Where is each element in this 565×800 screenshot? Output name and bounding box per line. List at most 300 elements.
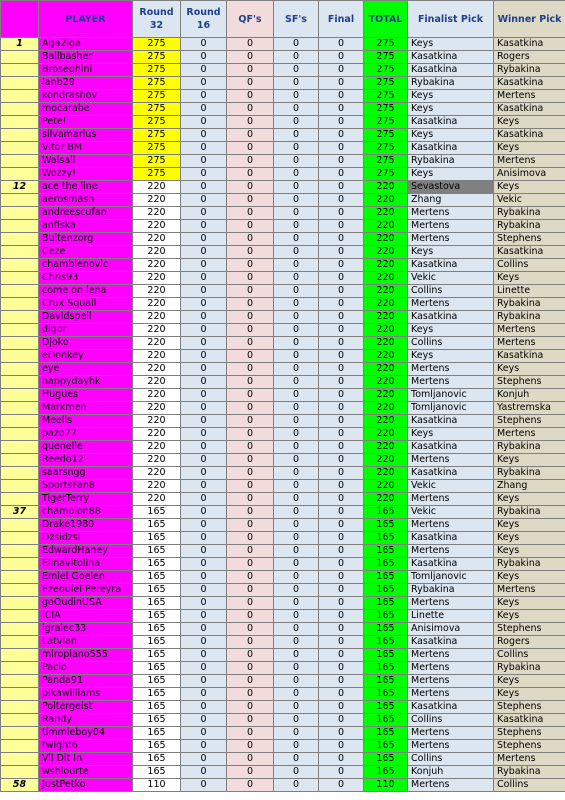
round-16-cell[interactable]: 0 (181, 337, 227, 350)
player-cell[interactable]: Reedo12 (39, 454, 133, 467)
winner-pick-cell[interactable]: Kasatkina (494, 77, 565, 90)
round-16-cell[interactable]: 0 (181, 155, 227, 168)
final-cell[interactable]: 0 (319, 64, 364, 77)
rank-cell[interactable] (1, 337, 39, 350)
table-row[interactable] (1, 454, 565, 467)
round-32-cell[interactable]: 165 (133, 766, 181, 779)
sf-cell[interactable]: 0 (274, 233, 319, 246)
rank-cell[interactable] (1, 727, 39, 740)
round-16-cell[interactable]: 0 (181, 350, 227, 363)
rank-cell[interactable] (1, 766, 39, 779)
table-row[interactable] (1, 220, 565, 233)
final-cell[interactable]: 0 (319, 688, 364, 701)
winner-pick-cell[interactable]: Rybakina (494, 220, 565, 233)
rank-cell[interactable] (1, 597, 39, 610)
table-row[interactable] (1, 142, 565, 155)
table-row[interactable] (1, 194, 565, 207)
round-32-cell[interactable]: 275 (133, 38, 181, 51)
total-cell[interactable]: 275 (364, 168, 408, 181)
round-32-cell[interactable]: 220 (133, 480, 181, 493)
sf-cell[interactable]: 0 (274, 675, 319, 688)
sf-cell[interactable]: 0 (274, 311, 319, 324)
finalist-pick-cell[interactable]: Mertens (408, 688, 494, 701)
round-32-cell[interactable]: 165 (133, 597, 181, 610)
rank-cell[interactable] (1, 415, 39, 428)
round-32-cell[interactable]: 165 (133, 740, 181, 753)
total-cell[interactable]: 165 (364, 519, 408, 532)
qf-cell[interactable]: 0 (227, 727, 274, 740)
sf-cell[interactable]: 0 (274, 298, 319, 311)
total-cell[interactable]: 165 (364, 636, 408, 649)
round-16-cell[interactable]: 0 (181, 610, 227, 623)
sf-cell[interactable]: 0 (274, 272, 319, 285)
final-cell[interactable]: 0 (319, 129, 364, 142)
sf-cell[interactable]: 0 (274, 77, 319, 90)
rank-cell[interactable] (1, 324, 39, 337)
round-32-cell[interactable]: 275 (133, 142, 181, 155)
sf-cell[interactable]: 0 (274, 181, 319, 194)
round-16-cell[interactable]: 0 (181, 597, 227, 610)
table-row[interactable] (1, 103, 565, 116)
sf-cell[interactable]: 0 (274, 428, 319, 441)
finalist-pick-cell[interactable]: Sevastova (408, 181, 494, 194)
table-row[interactable] (1, 727, 565, 740)
rank-cell[interactable] (1, 285, 39, 298)
total-cell[interactable]: 220 (364, 259, 408, 272)
rank-cell[interactable] (1, 194, 39, 207)
player-cell[interactable]: quenelle (39, 441, 133, 454)
final-cell[interactable]: 0 (319, 90, 364, 103)
qf-cell[interactable]: 0 (227, 753, 274, 766)
finalist-pick-cell[interactable]: Kasatkina (408, 415, 494, 428)
sf-cell[interactable]: 0 (274, 649, 319, 662)
round-32-cell[interactable]: 110 (133, 779, 181, 792)
winner-pick-cell[interactable]: Keys (494, 181, 565, 194)
rank-cell[interactable] (1, 688, 39, 701)
player-cell[interactable]: Ianb29 (39, 77, 133, 90)
player-cell[interactable]: anfiska (39, 220, 133, 233)
qf-cell[interactable]: 0 (227, 454, 274, 467)
rank-cell[interactable] (1, 77, 39, 90)
winner-pick-cell[interactable]: Vekic (494, 194, 565, 207)
finalist-pick-cell[interactable]: Kasatkina (408, 64, 494, 77)
player-cell[interactable]: pazo77 (39, 428, 133, 441)
rank-cell[interactable]: 37 (1, 506, 39, 519)
player-cell[interactable]: JustPetko (39, 779, 133, 792)
header-winner-pick[interactable]: Winner Pick (494, 1, 565, 38)
qf-cell[interactable]: 0 (227, 662, 274, 675)
round-32-cell[interactable]: 220 (133, 311, 181, 324)
table-row[interactable] (1, 350, 565, 363)
player-cell[interactable]: Ballbasher (39, 51, 133, 64)
finalist-pick-cell[interactable]: Keys (408, 103, 494, 116)
rank-cell[interactable] (1, 584, 39, 597)
player-cell[interactable]: Vitor BM (39, 142, 133, 155)
winner-pick-cell[interactable]: Keys (494, 519, 565, 532)
round-16-cell[interactable]: 0 (181, 779, 227, 792)
sf-cell[interactable]: 0 (274, 376, 319, 389)
final-cell[interactable]: 0 (319, 714, 364, 727)
player-cell[interactable]: miropiano555 (39, 649, 133, 662)
total-cell[interactable]: 275 (364, 51, 408, 64)
rank-cell[interactable] (1, 298, 39, 311)
finalist-pick-cell[interactable]: Mertens (408, 662, 494, 675)
round-32-cell[interactable]: 220 (133, 194, 181, 207)
final-cell[interactable]: 0 (319, 623, 364, 636)
total-cell[interactable]: 220 (364, 246, 408, 259)
sf-cell[interactable]: 0 (274, 259, 319, 272)
sf-cell[interactable]: 0 (274, 51, 319, 64)
round-32-cell[interactable]: 165 (133, 688, 181, 701)
rank-cell[interactable] (1, 103, 39, 116)
winner-pick-cell[interactable]: Konjuh (494, 389, 565, 402)
round-16-cell[interactable]: 0 (181, 181, 227, 194)
finalist-pick-cell[interactable]: Tomljanovic (408, 571, 494, 584)
rank-cell[interactable] (1, 90, 39, 103)
round-32-cell[interactable]: 165 (133, 545, 181, 558)
round-32-cell[interactable]: 165 (133, 519, 181, 532)
round-16-cell[interactable]: 0 (181, 402, 227, 415)
qf-cell[interactable]: 0 (227, 116, 274, 129)
final-cell[interactable]: 0 (319, 519, 364, 532)
sf-cell[interactable]: 0 (274, 337, 319, 350)
round-32-cell[interactable]: 220 (133, 298, 181, 311)
final-cell[interactable]: 0 (319, 649, 364, 662)
rank-cell[interactable]: 58 (1, 779, 39, 792)
qf-cell[interactable]: 0 (227, 519, 274, 532)
player-cell[interactable]: twight6 (39, 740, 133, 753)
table-row[interactable] (1, 467, 565, 480)
header-final[interactable]: Final (319, 1, 364, 38)
round-32-cell[interactable]: 165 (133, 506, 181, 519)
round-16-cell[interactable]: 0 (181, 649, 227, 662)
total-cell[interactable]: 220 (364, 220, 408, 233)
player-cell[interactable]: come on lena (39, 285, 133, 298)
header-round-16[interactable]: Round 16 (181, 1, 227, 38)
final-cell[interactable]: 0 (319, 454, 364, 467)
finalist-pick-cell[interactable]: Vekic (408, 272, 494, 285)
round-16-cell[interactable]: 0 (181, 740, 227, 753)
winner-pick-cell[interactable]: Keys (494, 610, 565, 623)
round-32-cell[interactable]: 165 (133, 558, 181, 571)
table-row[interactable] (1, 415, 565, 428)
total-cell[interactable]: 220 (364, 311, 408, 324)
table-row[interactable] (1, 766, 565, 779)
round-16-cell[interactable]: 0 (181, 519, 227, 532)
round-16-cell[interactable]: 0 (181, 493, 227, 506)
player-cell[interactable]: Buitenzorg (39, 233, 133, 246)
finalist-pick-cell[interactable]: Keys (408, 350, 494, 363)
rank-cell[interactable] (1, 675, 39, 688)
final-cell[interactable]: 0 (319, 194, 364, 207)
qf-cell[interactable]: 0 (227, 142, 274, 155)
table-row[interactable] (1, 428, 565, 441)
qf-cell[interactable]: 0 (227, 77, 274, 90)
round-16-cell[interactable]: 0 (181, 311, 227, 324)
finalist-pick-cell[interactable]: Vekic (408, 506, 494, 519)
player-cell[interactable]: digor (39, 324, 133, 337)
table-row[interactable] (1, 402, 565, 415)
sf-cell[interactable]: 0 (274, 779, 319, 792)
finalist-pick-cell[interactable]: Mertens (408, 740, 494, 753)
header-total[interactable]: TOTAL (364, 1, 408, 38)
total-cell[interactable]: 275 (364, 129, 408, 142)
final-cell[interactable]: 0 (319, 220, 364, 233)
finalist-pick-cell[interactable]: Rybakina (408, 155, 494, 168)
round-16-cell[interactable]: 0 (181, 532, 227, 545)
winner-pick-cell[interactable]: Mertens (494, 428, 565, 441)
winner-pick-cell[interactable]: Keys (494, 363, 565, 376)
sf-cell[interactable]: 0 (274, 90, 319, 103)
rank-cell[interactable] (1, 246, 39, 259)
finalist-pick-cell[interactable]: Keys (408, 324, 494, 337)
table-row[interactable] (1, 207, 565, 220)
final-cell[interactable]: 0 (319, 779, 364, 792)
rank-cell[interactable] (1, 610, 39, 623)
qf-cell[interactable]: 0 (227, 285, 274, 298)
sf-cell[interactable]: 0 (274, 545, 319, 558)
table-row[interactable] (1, 272, 565, 285)
total-cell[interactable]: 220 (364, 493, 408, 506)
sf-cell[interactable]: 0 (274, 103, 319, 116)
winner-pick-cell[interactable]: Mertens (494, 155, 565, 168)
player-cell[interactable]: Randy (39, 714, 133, 727)
table-row[interactable] (1, 298, 565, 311)
round-32-cell[interactable]: 275 (133, 64, 181, 77)
total-cell[interactable]: 165 (364, 610, 408, 623)
round-32-cell[interactable]: 220 (133, 272, 181, 285)
table-row[interactable] (1, 259, 565, 272)
round-32-cell[interactable]: 165 (133, 675, 181, 688)
rank-cell[interactable] (1, 558, 39, 571)
player-cell[interactable]: Broseghini (39, 64, 133, 77)
player-cell[interactable]: champion88 (39, 506, 133, 519)
round-16-cell[interactable]: 0 (181, 220, 227, 233)
qf-cell[interactable]: 0 (227, 441, 274, 454)
round-32-cell[interactable]: 275 (133, 129, 181, 142)
round-32-cell[interactable]: 220 (133, 363, 181, 376)
player-cell[interactable]: happydayhk (39, 376, 133, 389)
winner-pick-cell[interactable]: Keys (494, 675, 565, 688)
total-cell[interactable]: 165 (364, 649, 408, 662)
table-row[interactable] (1, 181, 565, 194)
total-cell[interactable]: 165 (364, 766, 408, 779)
qf-cell[interactable]: 0 (227, 636, 274, 649)
round-16-cell[interactable]: 0 (181, 207, 227, 220)
winner-pick-cell[interactable]: Stephens (494, 415, 565, 428)
qf-cell[interactable]: 0 (227, 532, 274, 545)
winner-pick-cell[interactable]: Rybakina (494, 64, 565, 77)
rank-cell[interactable] (1, 363, 39, 376)
winner-pick-cell[interactable]: Keys (494, 571, 565, 584)
rank-cell[interactable] (1, 454, 39, 467)
final-cell[interactable]: 0 (319, 766, 364, 779)
final-cell[interactable]: 0 (319, 155, 364, 168)
table-row[interactable] (1, 389, 565, 402)
qf-cell[interactable]: 0 (227, 298, 274, 311)
finalist-pick-cell[interactable]: Mertens (408, 493, 494, 506)
final-cell[interactable]: 0 (319, 116, 364, 129)
rank-cell[interactable] (1, 51, 39, 64)
qf-cell[interactable]: 0 (227, 181, 274, 194)
finalist-pick-cell[interactable]: Mertens (408, 675, 494, 688)
round-16-cell[interactable]: 0 (181, 324, 227, 337)
player-cell[interactable]: Davidspell (39, 311, 133, 324)
qf-cell[interactable]: 0 (227, 766, 274, 779)
final-cell[interactable]: 0 (319, 142, 364, 155)
final-cell[interactable]: 0 (319, 584, 364, 597)
winner-pick-cell[interactable]: Keys (494, 493, 565, 506)
rank-cell[interactable] (1, 311, 39, 324)
sf-cell[interactable]: 0 (274, 220, 319, 233)
final-cell[interactable]: 0 (319, 415, 364, 428)
round-32-cell[interactable]: 165 (133, 662, 181, 675)
round-16-cell[interactable]: 0 (181, 272, 227, 285)
final-cell[interactable]: 0 (319, 51, 364, 64)
round-32-cell[interactable]: 220 (133, 454, 181, 467)
final-cell[interactable]: 0 (319, 506, 364, 519)
round-16-cell[interactable]: 0 (181, 688, 227, 701)
total-cell[interactable]: 275 (364, 155, 408, 168)
round-16-cell[interactable]: 0 (181, 714, 227, 727)
sf-cell[interactable]: 0 (274, 571, 319, 584)
round-16-cell[interactable]: 0 (181, 623, 227, 636)
sf-cell[interactable]: 0 (274, 636, 319, 649)
round-16-cell[interactable]: 0 (181, 285, 227, 298)
winner-pick-cell[interactable]: Stephens (494, 233, 565, 246)
finalist-pick-cell[interactable]: Tomljanovic (408, 402, 494, 415)
total-cell[interactable]: 165 (364, 701, 408, 714)
winner-pick-cell[interactable]: Zhang (494, 480, 565, 493)
round-32-cell[interactable]: 165 (133, 584, 181, 597)
finalist-pick-cell[interactable]: Keys (408, 129, 494, 142)
round-16-cell[interactable]: 0 (181, 116, 227, 129)
final-cell[interactable]: 0 (319, 441, 364, 454)
sf-cell[interactable]: 0 (274, 350, 319, 363)
sf-cell[interactable]: 0 (274, 246, 319, 259)
player-cell[interactable]: Pete! (39, 116, 133, 129)
table-row[interactable] (1, 480, 565, 493)
finalist-pick-cell[interactable]: Mertens (408, 597, 494, 610)
sf-cell[interactable]: 0 (274, 142, 319, 155)
player-cell[interactable]: goOudinUSA (39, 597, 133, 610)
winner-pick-cell[interactable]: Kasatkina (494, 246, 565, 259)
player-cell[interactable]: Walsall (39, 155, 133, 168)
sf-cell[interactable]: 0 (274, 740, 319, 753)
table-row[interactable] (1, 363, 565, 376)
round-32-cell[interactable]: 220 (133, 441, 181, 454)
round-16-cell[interactable]: 0 (181, 441, 227, 454)
finalist-pick-cell[interactable]: Kasatkina (408, 441, 494, 454)
finalist-pick-cell[interactable]: Mertens (408, 363, 494, 376)
player-cell[interactable]: silvamarius (39, 129, 133, 142)
round-16-cell[interactable]: 0 (181, 480, 227, 493)
final-cell[interactable]: 0 (319, 77, 364, 90)
qf-cell[interactable]: 0 (227, 506, 274, 519)
table-row[interactable] (1, 584, 565, 597)
finalist-pick-cell[interactable]: Mertens (408, 233, 494, 246)
round-32-cell[interactable]: 220 (133, 389, 181, 402)
final-cell[interactable]: 0 (319, 311, 364, 324)
table-row[interactable] (1, 675, 565, 688)
finalist-pick-cell[interactable]: Mertens (408, 207, 494, 220)
finalist-pick-cell[interactable]: Mertens (408, 779, 494, 792)
round-16-cell[interactable]: 0 (181, 38, 227, 51)
qf-cell[interactable]: 0 (227, 246, 274, 259)
rank-cell[interactable] (1, 376, 39, 389)
header-finalist-pick[interactable]: Finalist Pick (408, 1, 494, 38)
finalist-pick-cell[interactable]: Keys (408, 90, 494, 103)
round-16-cell[interactable]: 0 (181, 51, 227, 64)
rank-cell[interactable] (1, 233, 39, 246)
rank-cell[interactable] (1, 441, 39, 454)
finalist-pick-cell[interactable]: Mertens (408, 649, 494, 662)
total-cell[interactable]: 220 (364, 441, 408, 454)
total-cell[interactable]: 165 (364, 558, 408, 571)
total-cell[interactable]: 165 (364, 584, 408, 597)
total-cell[interactable]: 220 (364, 298, 408, 311)
qf-cell[interactable]: 0 (227, 649, 274, 662)
winner-pick-cell[interactable]: Rybakina (494, 558, 565, 571)
final-cell[interactable]: 0 (319, 272, 364, 285)
total-cell[interactable]: 165 (364, 688, 408, 701)
table-row[interactable] (1, 649, 565, 662)
round-16-cell[interactable]: 0 (181, 389, 227, 402)
finalist-pick-cell[interactable]: Kasatkina (408, 259, 494, 272)
winner-pick-cell[interactable]: Mertens (494, 324, 565, 337)
rank-cell[interactable] (1, 571, 39, 584)
final-cell[interactable]: 0 (319, 740, 364, 753)
rank-cell[interactable] (1, 259, 39, 272)
table-row[interactable] (1, 337, 565, 350)
total-cell[interactable]: 220 (364, 233, 408, 246)
total-cell[interactable]: 275 (364, 103, 408, 116)
finalist-pick-cell[interactable]: Keys (408, 168, 494, 181)
winner-pick-cell[interactable]: Kasatkina (494, 714, 565, 727)
rank-cell[interactable] (1, 168, 39, 181)
finalist-pick-cell[interactable]: Mertens (408, 454, 494, 467)
table-row[interactable] (1, 233, 565, 246)
player-cell[interactable]: andreescufan (39, 207, 133, 220)
winner-pick-cell[interactable]: Stephens (494, 376, 565, 389)
round-32-cell[interactable]: 165 (133, 636, 181, 649)
player-cell[interactable]: Drake1980 (39, 519, 133, 532)
player-cell[interactable]: Meelis (39, 415, 133, 428)
table-row[interactable] (1, 129, 565, 142)
round-32-cell[interactable]: 275 (133, 168, 181, 181)
final-cell[interactable]: 0 (319, 350, 364, 363)
total-cell[interactable]: 165 (364, 506, 408, 519)
sf-cell[interactable]: 0 (274, 766, 319, 779)
round-16-cell[interactable]: 0 (181, 415, 227, 428)
winner-pick-cell[interactable]: Kasatkina (494, 38, 565, 51)
qf-cell[interactable]: 0 (227, 311, 274, 324)
round-32-cell[interactable]: 165 (133, 701, 181, 714)
qf-cell[interactable]: 0 (227, 402, 274, 415)
player-cell[interactable]: chambienovic (39, 259, 133, 272)
total-cell[interactable]: 165 (364, 662, 408, 675)
winner-pick-cell[interactable]: Collins (494, 649, 565, 662)
round-16-cell[interactable]: 0 (181, 259, 227, 272)
final-cell[interactable]: 0 (319, 597, 364, 610)
table-row[interactable] (1, 77, 565, 90)
rank-cell[interactable] (1, 467, 39, 480)
final-cell[interactable]: 0 (319, 324, 364, 337)
rank-cell[interactable] (1, 402, 39, 415)
round-32-cell[interactable]: 165 (133, 714, 181, 727)
final-cell[interactable]: 0 (319, 558, 364, 571)
qf-cell[interactable]: 0 (227, 675, 274, 688)
